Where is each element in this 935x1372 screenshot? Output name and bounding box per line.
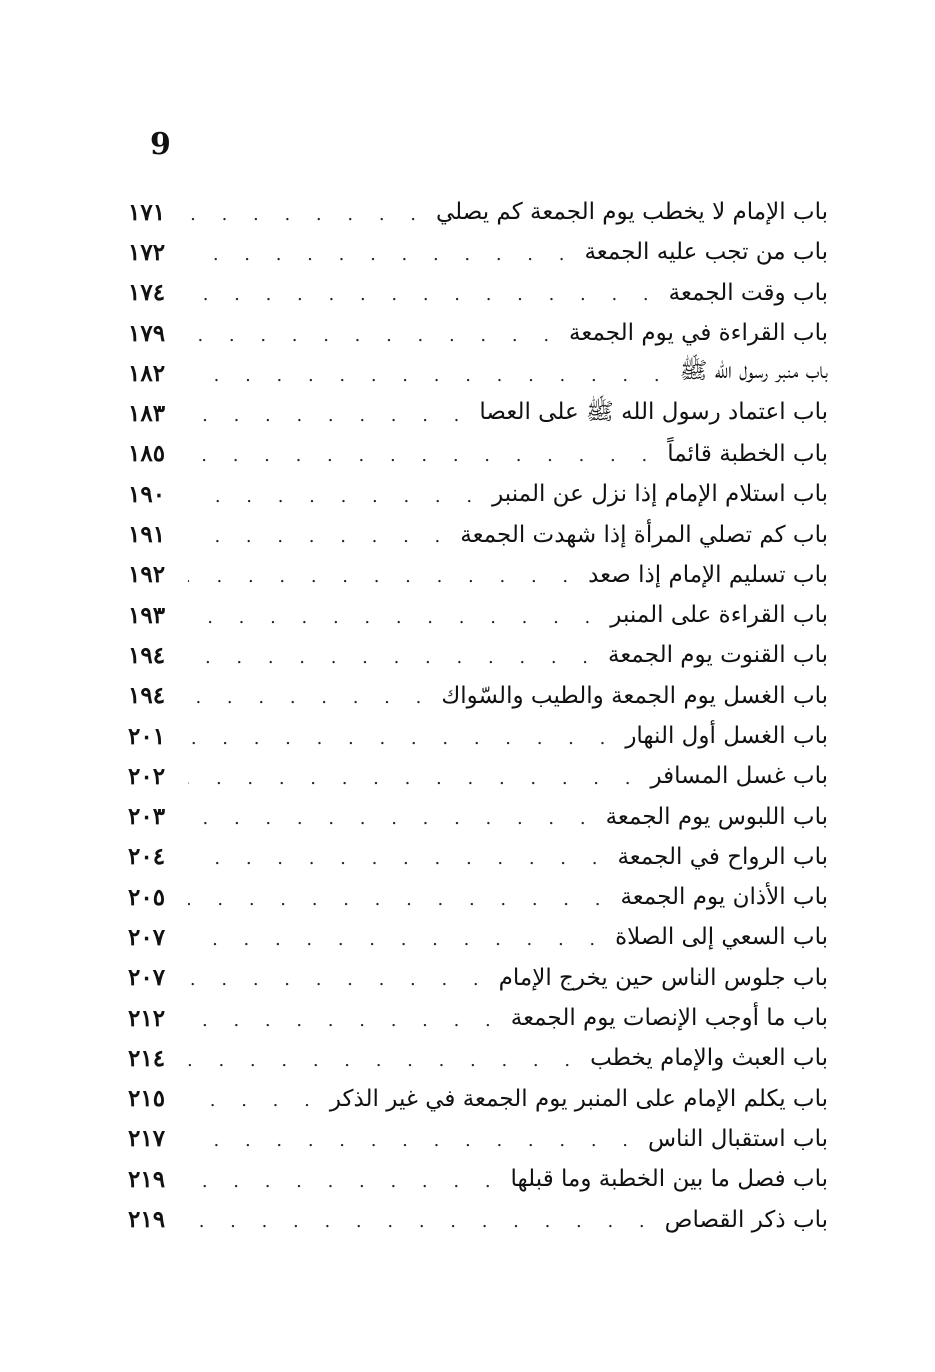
dot-leader [188,401,469,426]
toc-entry-title: باب اللبوس يوم الجمعة [605,803,828,830]
dot-leader [188,965,489,990]
toc-entry-title: باب جلوس الناس حين يخرج الإمام [498,964,828,991]
toc-entry-title: باب اعتماد رسول الله ﷺ على العصا [479,398,828,425]
toc-entry-page: ١٧٤ [128,279,166,307]
dot-leader [188,240,574,265]
dot-leader [188,562,578,587]
toc-entry [128,958,828,998]
dot-leader [188,603,600,628]
toc-entry [128,837,828,877]
toc-entry-title: باب استلام الإمام إذا نزل عن المنبر [492,481,828,508]
toc-entry-title: باب الغسل أول النهار [625,723,828,749]
toc-entry-page: ١٧٢ [128,238,166,266]
dot-leader [188,1126,638,1151]
toc-entry-title: باب السعي إلى الصلاة [615,924,828,951]
toc-entry [128,635,828,675]
dot-leader [188,280,659,305]
toc-entry [128,273,828,313]
toc-entry [128,474,828,514]
toc-entry-title: باب الخطبة قائماً [667,440,828,467]
toc-entry-page: ٢٠١ [128,722,166,750]
toc-entry [128,796,828,836]
toc-entry [128,716,828,756]
toc-entry-title: باب الإمام لا يخطب يوم الجمعة كم يصلي [435,199,828,226]
toc-entry-page: ١٩٣ [128,601,166,629]
toc-entry-page: ٢١٧ [128,1125,166,1153]
toc-entry-page: ٢٠٤ [128,843,166,871]
dot-leader [188,1006,501,1031]
toc-entry [128,1079,828,1119]
toc-entry [128,555,828,595]
toc-entry [128,756,828,796]
toc-entry-page: ٢١٢ [128,1004,166,1032]
toc-entry-page: ١٧١ [128,198,166,226]
toc-entry [128,1038,828,1078]
dot-leader [188,1167,501,1192]
toc-entry-page: ١٧٩ [128,319,166,347]
toc-entry-title: باب يكلم الإمام على المنبر يوم الجمعة في غير الذكر [329,1085,828,1112]
toc-entry [128,353,828,393]
page-number: 9 [150,127,171,162]
dot-leader [188,683,431,708]
dot-leader [188,1046,580,1071]
toc-entry [128,313,828,353]
dot-leader [188,1086,320,1111]
toc-entry-title: باب الغسل يوم الجمعة والطيب والسّواك [441,682,828,709]
toc-entry-title: باب منبر رسول الله ﷺ [679,358,828,385]
toc-entry-title: باب ذكر القصاص [664,1206,828,1233]
dot-leader [188,200,426,225]
dot-leader [188,482,482,507]
toc-entry-title: باب غسل المسافر [650,763,828,790]
toc-entry-page: ٢٠٢ [128,762,166,790]
toc-entry-title: باب من تجب عليه الجمعة [584,239,828,266]
dot-leader [188,1207,655,1232]
toc-entry-page: ١٩٤ [128,641,166,669]
table-of-contents [128,192,828,1240]
dot-leader [188,885,610,910]
dot-leader [188,925,605,950]
toc-entry-title: باب القنوت يوم الجمعة [608,642,828,669]
toc-entry-title: باب كم تصلي المرأة إذا شهدت الجمعة [460,521,828,548]
dot-leader [188,361,670,386]
toc-entry-page: ٢٠٧ [128,923,166,951]
toc-entry-title: باب القراءة على المنبر [610,602,828,629]
toc-entry-title: باب وقت الجمعة [668,279,828,306]
toc-entry [128,877,828,917]
toc-entry-page: ٢٠٥ [128,883,166,911]
toc-entry [128,192,828,232]
toc-entry-page: ٢١٤ [128,1044,166,1072]
toc-entry-title: باب ما أوجب الإنصات يوم الجمعة [510,1005,828,1032]
toc-entry [128,595,828,635]
toc-entry-title: باب الرواح في الجمعة [617,843,828,870]
toc-entry-page: ٢١٩ [128,1206,166,1234]
toc-entry-page: ٢١٩ [128,1165,166,1193]
toc-entry-page: ١٩٢ [128,561,166,589]
toc-entry [128,232,828,272]
toc-entry [128,434,828,474]
dot-leader [188,441,657,466]
toc-entry [128,676,828,716]
toc-entry [128,1119,828,1159]
toc-entry-page: ١٩١ [128,521,166,549]
toc-entry-page: ١٨٣ [128,400,166,428]
toc-entry-page: ١٨٢ [128,359,166,387]
toc-entry-page: ٢١٥ [128,1085,166,1113]
toc-entry [128,1199,828,1239]
toc-entry [128,998,828,1038]
toc-entry-page: ٢٠٣ [128,803,166,831]
toc-entry-title: باب القراءة في يوم الجمعة [569,320,828,347]
dot-leader [188,643,598,668]
dot-leader [188,522,450,547]
toc-entry-page: ١٨٥ [128,440,166,468]
toc-entry [128,393,828,433]
dot-leader [188,764,640,789]
toc-entry [128,1159,828,1199]
toc-entry-page: ١٩٠ [128,480,166,508]
toc-entry [128,514,828,554]
toc-entry [128,917,828,957]
toc-entry-page: ٢٠٧ [128,964,166,992]
dot-leader [188,321,559,346]
dot-leader [188,804,596,829]
toc-entry-title: باب استقبال الناس [647,1125,828,1152]
toc-entry-page: ١٩٤ [128,682,166,710]
toc-entry-title: باب الأذان يوم الجمعة [620,884,828,911]
toc-entry-title: باب تسليم الإمام إذا صعد [588,561,828,588]
toc-entry-title: باب العبث والإمام يخطب [590,1045,828,1072]
toc-entry-title: باب فصل ما بين الخطبة وما قبلها [510,1166,828,1193]
dot-leader [188,724,615,749]
dot-leader [188,844,607,869]
